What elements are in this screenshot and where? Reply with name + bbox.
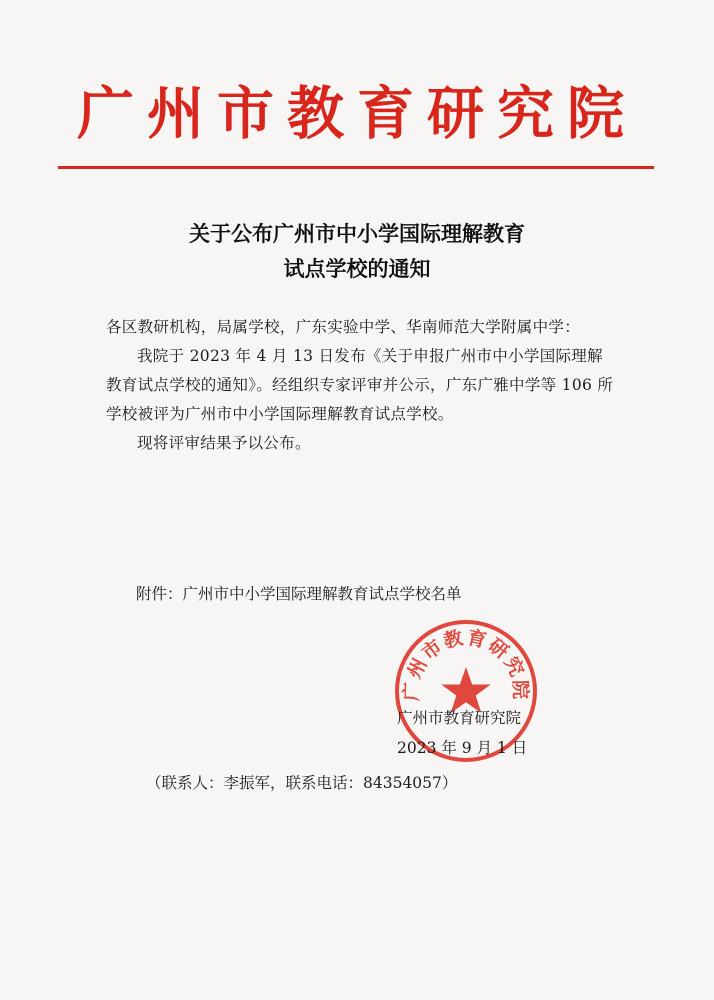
letterhead-divider — [58, 166, 654, 169]
salutation: 各区教研机构，局属学校，广东实验中学、华南师范大学附属中学： — [106, 318, 581, 336]
contact-info: （联系人：李振军，联系电话：84354057） — [146, 774, 458, 792]
seal-text: 广州市教育研究院 — [400, 626, 532, 702]
org-letterhead: 广州市教育研究院 — [77, 81, 637, 147]
title-line-2: 试点学校的通知 — [283, 256, 431, 281]
document-body — [106, 313, 616, 458]
body-paragraph-2: 现将评审结果予以公布。 — [137, 434, 311, 452]
document-title — [0, 216, 714, 286]
attachment-note: 附件：广州市中小学国际理解教育试点学校名单 — [136, 585, 462, 603]
title-line-1: 关于公布广州市中小学国际理解教育 — [189, 221, 525, 246]
body-paragraph-1: 我院于 2023 年 4 月 13 日发布《关于申报广州市中小学国际理解教育试点学校的通知》。经组织专家评审并公示，广东广雅中学等 106 所学校被评为广州市中小学国际理解教育试点学校。 — [106, 347, 614, 423]
signoff-organization: 广州市教育研究院 — [397, 709, 522, 727]
signoff-date: 2023 年 9 月 1 日 — [397, 739, 528, 757]
